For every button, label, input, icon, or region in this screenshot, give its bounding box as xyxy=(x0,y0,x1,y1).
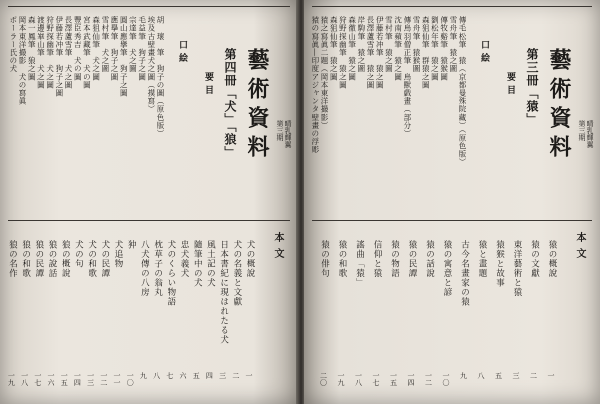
left-title: 藝術資料 xyxy=(244,48,270,164)
plate-item: 傳牧谿筆 猿猴圖 xyxy=(439,16,449,81)
toc-entry-title: 犬追物 xyxy=(113,240,123,269)
plate-item: 傳鳥羽僧正筆 鳥獸戯畫（部分） xyxy=(402,16,412,138)
plate-item: 森狙仙筆 犬之圖 xyxy=(91,16,101,81)
toc-entry-title: 忠犬義犬 xyxy=(179,240,189,278)
toc-entry-title: 犬の句 xyxy=(73,240,84,269)
toc-entry-page: 三 xyxy=(218,372,227,379)
toc-entry-title: 日本書紀に現はれたる犬 xyxy=(218,240,229,345)
toc-entry-title: 犬のくらい物語 xyxy=(165,240,176,307)
left-series-1: 第三期 xyxy=(276,120,284,141)
toc-entry-title: 犬の和歌 xyxy=(86,240,97,278)
toc-entry-page: 一六 xyxy=(47,372,55,386)
plate-item: 狩野探幽筆 犬之圖 xyxy=(45,16,55,89)
toc-entry-page: 一七 xyxy=(33,372,42,386)
toc-entry-title: 謠曲「猿」 xyxy=(354,240,365,288)
toc-entry-page: 三 xyxy=(512,372,520,379)
plate-item: 渡邊崋山筆 犬之圖 xyxy=(36,16,46,89)
toc-entry-title: 猿の民譚 xyxy=(407,240,417,278)
toc-entry-page: 八 xyxy=(477,372,485,379)
toc-entry-title: 風土記の犬 xyxy=(205,240,216,288)
toc-entry-page: 一八 xyxy=(354,372,363,386)
toc-entry-title: 隨筆中の犬 xyxy=(192,240,203,288)
right-volume: 第三冊「猿」 xyxy=(525,48,539,126)
toc-entry-page: 二〇 xyxy=(319,372,328,386)
toc-entry-page: 一一 xyxy=(113,372,121,386)
right-contents-heading: 要目 xyxy=(505,72,515,98)
left-plates-heading: 口絵 xyxy=(177,40,187,66)
toc-entry-page: 一九 xyxy=(337,372,345,386)
toc-entry-title: 狼の民譚 xyxy=(33,240,44,278)
plate-item: 森狙仙筆 群猿之圖 xyxy=(421,16,431,89)
plate-item: 猿之寫眞二題（岡本東洋撮影） xyxy=(320,16,329,130)
toc-entry-title: 犬の概說 xyxy=(245,240,255,278)
toc-entry-page: 一三 xyxy=(86,372,95,386)
toc-entry-title: 狆 xyxy=(126,240,137,250)
plate-item: 傳毛松筆 猿（京都曼殊院藏）（原色版） xyxy=(458,16,467,167)
toc-entry-title: 古今名畫家の猿 xyxy=(459,240,470,307)
toc-entry-page: 一四 xyxy=(407,372,415,386)
toc-entry-page: 八 xyxy=(152,372,161,379)
toc-entry-title: 猿の和歌 xyxy=(337,240,347,278)
toc-entry-page: 一五 xyxy=(389,372,398,386)
toc-entry-title: 狼の概說 xyxy=(60,240,71,278)
plate-item: 沈南蘋筆 猿之圖 xyxy=(393,16,403,81)
toc-entry-page: 九 xyxy=(139,372,148,379)
toc-entry-page: 一 xyxy=(245,372,253,379)
left-volume: 第四冊「犬」「狼」 xyxy=(223,48,237,159)
toc-entry-page: 四 xyxy=(205,372,214,379)
toc-entry-title: 猿と畫題 xyxy=(477,240,487,278)
toc-entry-page: 九 xyxy=(459,372,468,379)
plate-item: 伊藤若冲筆 猿之圖 xyxy=(375,16,385,89)
toc-entry-page: 一七 xyxy=(372,372,380,386)
toc-entry-title: 猿の概說 xyxy=(547,240,557,278)
left-page xyxy=(0,0,298,404)
plate-item: 毛益筆 狗子之圖 xyxy=(137,16,147,81)
right-toc-heading: 本文 xyxy=(574,232,585,264)
toc-entry-page: 一〇 xyxy=(442,372,450,386)
toc-entry-page: 一九 xyxy=(7,372,16,386)
toc-entry-title: 狼の說話 xyxy=(47,240,57,278)
toc-entry-page: 二 xyxy=(529,372,538,379)
toc-entry-title: 猿の物語 xyxy=(389,240,400,278)
toc-entry-page: 一〇 xyxy=(126,372,135,386)
toc-entry-title: 猿の話說 xyxy=(424,240,435,278)
plate-item: 雪村筆 猿之圖 xyxy=(384,16,394,73)
toc-entry-page: 二 xyxy=(231,372,240,379)
plate-item: 雪舟筆 猿之圖 xyxy=(448,16,458,73)
toc-entry-page: 一 xyxy=(547,372,555,379)
plate-item: 胡 瓌 筆 狗子の圖（原色版） xyxy=(156,16,165,138)
toc-entry-title: 狼の名作 xyxy=(7,240,18,278)
plate-item: 岸駒筆 猿之圖 xyxy=(356,16,366,73)
plate-item: 森徹山筆 猿之圖 xyxy=(347,16,357,81)
plate-item: 雪舟筆 猿猴圖 xyxy=(412,16,421,73)
toc-entry-page: 一二 xyxy=(99,372,108,386)
plate-item: 圓山應擧筆 狗子之圖 xyxy=(119,16,129,97)
plate-item: 森一鳳筆 狼之圖 xyxy=(27,16,37,81)
toc-entry-title: 東洋藝術と猿 xyxy=(512,240,522,297)
left-contents-heading: 要目 xyxy=(203,72,213,98)
plate-item: 應擧筆 狗子之圖 xyxy=(110,16,119,81)
toc-entry-title: 枕草子の翁丸 xyxy=(152,240,163,297)
toc-entry-title: 猿の俳句 xyxy=(319,240,330,278)
toc-entry-page: 一四 xyxy=(73,372,82,386)
plate-item: 森狙仙筆 猿之圖 xyxy=(329,16,339,81)
plate-item: 岡本東洋撮影 犬の寫眞 xyxy=(18,16,27,106)
toc-entry-page: 五 xyxy=(494,372,503,379)
left-toc-heading: 本文 xyxy=(272,232,283,264)
left-series-2: 晴乳輝翼 xyxy=(284,120,292,148)
plate-item: 伊藤若冲筆 狗子之圖 xyxy=(54,16,64,97)
toc-entry-page: 一二 xyxy=(424,372,433,386)
plate-item: ポーラー氏の犬 xyxy=(8,16,18,73)
toc-entry-page: 一八 xyxy=(20,372,29,386)
toc-entry-page: 七 xyxy=(165,372,174,379)
plate-item: 雪村筆 犬之圖 xyxy=(100,16,110,73)
plate-item: 埃及古壁畫犬之圖（摸寫） xyxy=(146,16,156,114)
toc-entry-page: 六 xyxy=(179,372,187,379)
toc-entry-title: 猿の寓意と諺 xyxy=(442,240,452,297)
plate-item: 劉松年筆 猿之圖 xyxy=(430,16,440,81)
plate-item: 宗達筆 犬之圖 xyxy=(128,16,138,73)
toc-entry-title: 信仰と猿 xyxy=(372,240,382,278)
plate-item: 長澤蘆雪筆 犬之圖 xyxy=(64,16,73,89)
right-series-2: 晴乳輝翼 xyxy=(586,120,594,148)
toc-entry-title: 猿猴と故事 xyxy=(494,240,505,288)
right-title: 藝術資料 xyxy=(546,48,572,164)
toc-entry-page: 一五 xyxy=(60,372,69,386)
plate-item: 長澤蘆雪筆 猿之圖 xyxy=(366,16,375,89)
toc-entry-page: 五 xyxy=(192,372,201,379)
toc-entry-title: 犬の民譚 xyxy=(99,240,110,278)
toc-entry-title: 狼の和歌 xyxy=(20,240,31,278)
right-series-1: 第三期 xyxy=(578,120,586,141)
plate-item: 猿の寫眞―印度アジャンタ壁畫の浮彫 xyxy=(310,16,320,154)
right-plates-heading: 口絵 xyxy=(479,40,489,66)
right-page xyxy=(304,0,600,404)
toc-entry-title: 犬の名義と文獻 xyxy=(231,240,242,307)
plate-item: 狩野探幽筆 猿之圖 xyxy=(338,16,348,89)
plate-item: 豐臣秀吉 犬の圖 xyxy=(73,16,83,81)
plate-item: 宮本武藏筆 犬の圖 xyxy=(82,16,92,89)
toc-entry-title: 八犬傳の八房 xyxy=(139,240,150,297)
toc-entry-title: 猿の文獻 xyxy=(529,240,540,278)
